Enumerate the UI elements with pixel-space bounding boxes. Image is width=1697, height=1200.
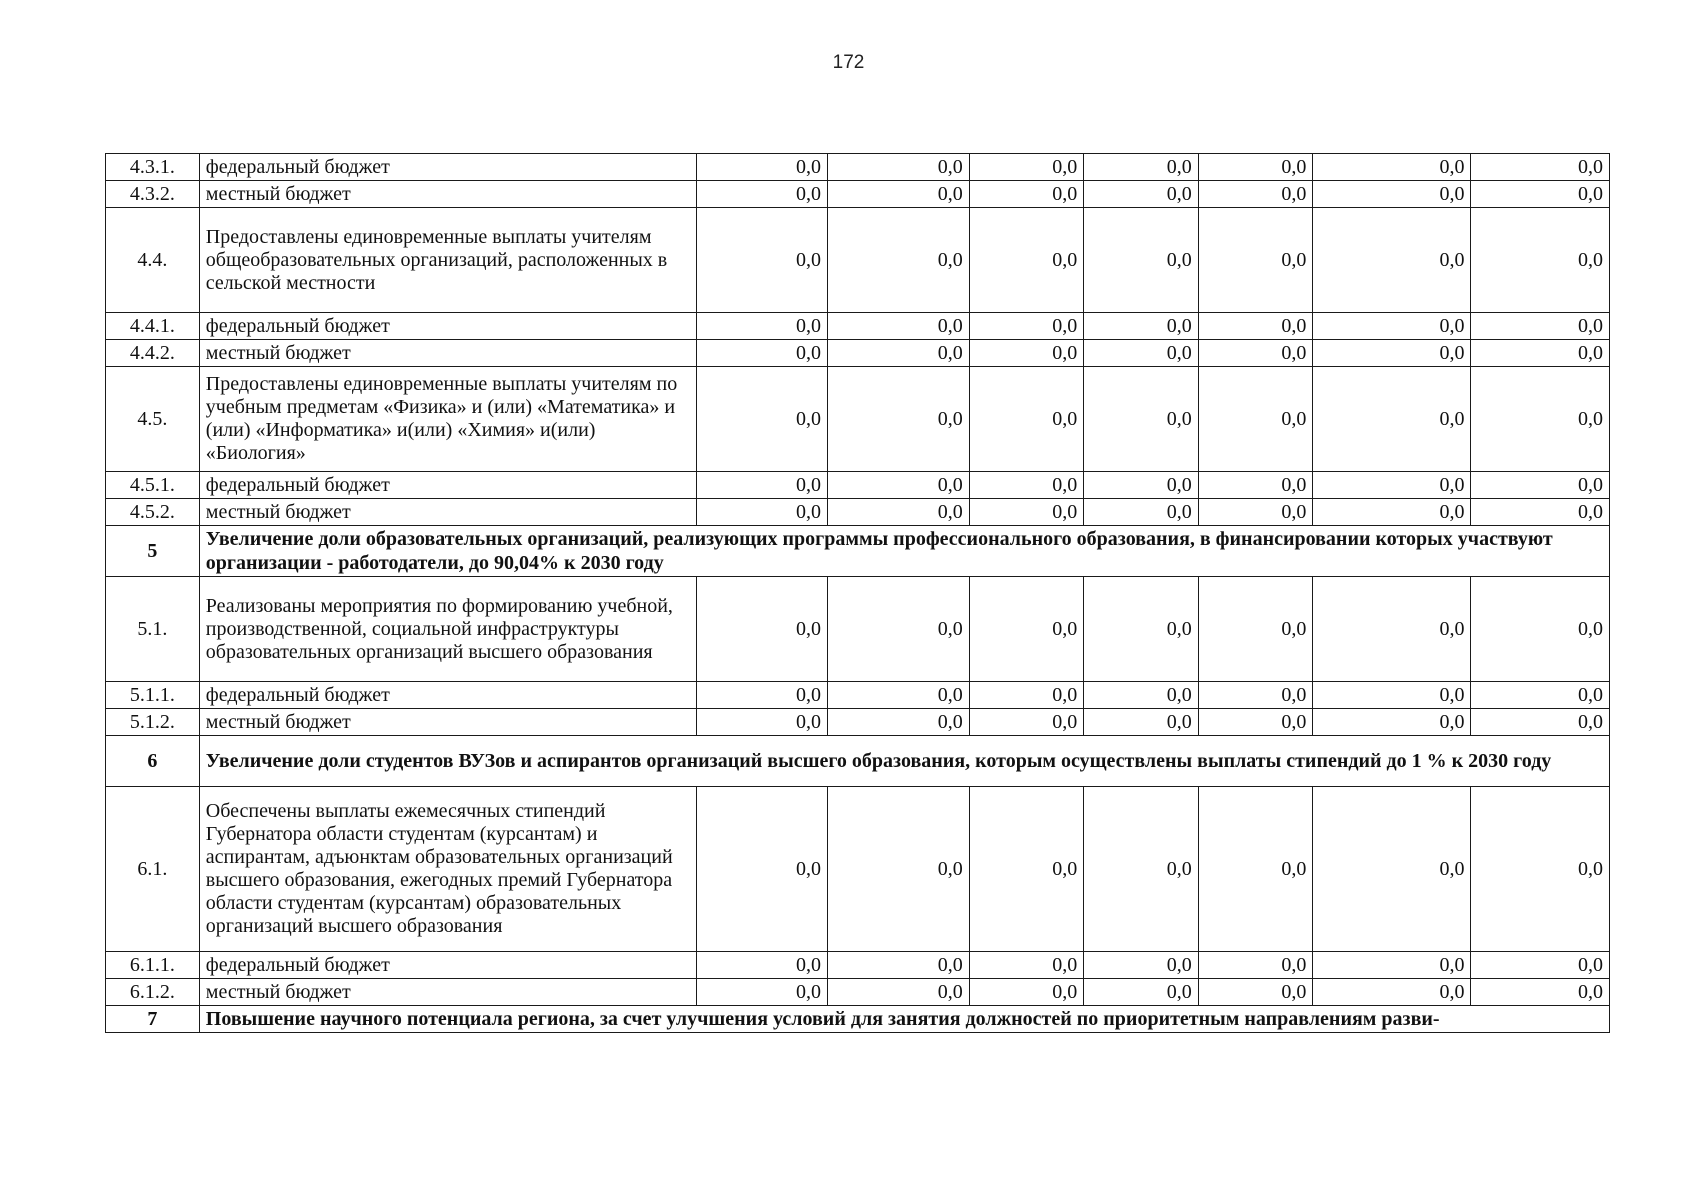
value-cell: 0,0 bbox=[1471, 154, 1610, 181]
row-description: Реализованы мероприятия по формированию учебной, производственной, социальной инфраструктуры образовательных организаций высшего образования bbox=[199, 577, 696, 682]
value-cell: 0,0 bbox=[1313, 952, 1471, 979]
value-cell: 0,0 bbox=[697, 709, 828, 736]
row-number: 4.5.2. bbox=[106, 499, 200, 526]
value-cell: 0,0 bbox=[1471, 367, 1610, 472]
value-cell: 0,0 bbox=[1313, 313, 1471, 340]
value-cell: 0,0 bbox=[1313, 709, 1471, 736]
section-title: Увеличение доли образовательных организаций, реализующих программы профессионального образования, в финансировании которых участвуют организации - работодатели, до 90,04% к 2030 году bbox=[199, 526, 1609, 577]
row-number: 4.3.1. bbox=[106, 154, 200, 181]
value-cell: 0,0 bbox=[827, 181, 969, 208]
financing-table bbox=[105, 153, 1610, 1033]
row-number: 7 bbox=[106, 1006, 200, 1033]
row-description: Предоставлены единовременные выплаты учителям по учебным предметам «Физика» и (или) «Математика» и (или) «Информатика» и(или) «Химия» и(или) «Биология» bbox=[199, 367, 696, 472]
section-title: Повышение научного потенциала региона, за счет улучшения условий для занятия должностей по приоритетным направлениям разви- bbox=[199, 1006, 1609, 1033]
row-description: Обеспечены выплаты ежемесячных стипендий Губернатора области студентам (курсантам) и аспирантам, адъюнктам образовательных организаций высшего образования, ежегодных премий Губернатора области студентам (курсантам) образовательных организаций высшего образования bbox=[199, 787, 696, 952]
row-number: 6 bbox=[106, 736, 200, 787]
value-cell: 0,0 bbox=[1198, 313, 1313, 340]
value-cell: 0,0 bbox=[1084, 952, 1199, 979]
financing-table-wrapper bbox=[105, 153, 1610, 1033]
value-cell: 0,0 bbox=[1313, 787, 1471, 952]
row-description: федеральный бюджет bbox=[199, 472, 696, 499]
row-description: федеральный бюджет bbox=[199, 313, 696, 340]
value-cell: 0,0 bbox=[697, 340, 828, 367]
table-body bbox=[106, 154, 1610, 1033]
value-cell: 0,0 bbox=[1471, 952, 1610, 979]
section-row bbox=[106, 1006, 1610, 1033]
value-cell: 0,0 bbox=[697, 499, 828, 526]
table-row bbox=[106, 313, 1610, 340]
value-cell: 0,0 bbox=[1471, 577, 1610, 682]
value-cell: 0,0 bbox=[1313, 979, 1471, 1006]
table-row bbox=[106, 787, 1610, 952]
value-cell: 0,0 bbox=[1198, 208, 1313, 313]
value-cell: 0,0 bbox=[697, 154, 828, 181]
value-cell: 0,0 bbox=[697, 682, 828, 709]
value-cell: 0,0 bbox=[1313, 340, 1471, 367]
value-cell: 0,0 bbox=[1198, 682, 1313, 709]
value-cell: 0,0 bbox=[1313, 208, 1471, 313]
table-row bbox=[106, 367, 1610, 472]
value-cell: 0,0 bbox=[1084, 577, 1199, 682]
value-cell: 0,0 bbox=[1084, 340, 1199, 367]
value-cell: 0,0 bbox=[969, 682, 1084, 709]
value-cell: 0,0 bbox=[969, 952, 1084, 979]
value-cell: 0,0 bbox=[969, 340, 1084, 367]
value-cell: 0,0 bbox=[827, 208, 969, 313]
value-cell: 0,0 bbox=[1198, 952, 1313, 979]
value-cell: 0,0 bbox=[1471, 340, 1610, 367]
table-row bbox=[106, 709, 1610, 736]
value-cell: 0,0 bbox=[1084, 787, 1199, 952]
table-row bbox=[106, 340, 1610, 367]
value-cell: 0,0 bbox=[1198, 499, 1313, 526]
value-cell: 0,0 bbox=[1313, 154, 1471, 181]
table-row bbox=[106, 952, 1610, 979]
row-number: 6.1.1. bbox=[106, 952, 200, 979]
value-cell: 0,0 bbox=[827, 682, 969, 709]
value-cell: 0,0 bbox=[1084, 313, 1199, 340]
value-cell: 0,0 bbox=[969, 154, 1084, 181]
row-description: местный бюджет bbox=[199, 340, 696, 367]
value-cell: 0,0 bbox=[827, 709, 969, 736]
value-cell: 0,0 bbox=[969, 577, 1084, 682]
value-cell: 0,0 bbox=[827, 367, 969, 472]
row-number: 5.1.2. bbox=[106, 709, 200, 736]
value-cell: 0,0 bbox=[1471, 787, 1610, 952]
value-cell: 0,0 bbox=[1198, 340, 1313, 367]
value-cell: 0,0 bbox=[1313, 367, 1471, 472]
value-cell: 0,0 bbox=[697, 979, 828, 1006]
value-cell: 0,0 bbox=[969, 709, 1084, 736]
table-row bbox=[106, 979, 1610, 1006]
row-number: 4.5. bbox=[106, 367, 200, 472]
value-cell: 0,0 bbox=[827, 313, 969, 340]
row-number: 4.4. bbox=[106, 208, 200, 313]
row-number: 5.1.1. bbox=[106, 682, 200, 709]
value-cell: 0,0 bbox=[969, 208, 1084, 313]
value-cell: 0,0 bbox=[969, 367, 1084, 472]
value-cell: 0,0 bbox=[1198, 367, 1313, 472]
value-cell: 0,0 bbox=[827, 577, 969, 682]
value-cell: 0,0 bbox=[1313, 181, 1471, 208]
value-cell: 0,0 bbox=[1471, 181, 1610, 208]
row-description: федеральный бюджет bbox=[199, 952, 696, 979]
table-row bbox=[106, 154, 1610, 181]
value-cell: 0,0 bbox=[1198, 979, 1313, 1006]
value-cell: 0,0 bbox=[1084, 979, 1199, 1006]
value-cell: 0,0 bbox=[1084, 499, 1199, 526]
table-row bbox=[106, 577, 1610, 682]
value-cell: 0,0 bbox=[969, 472, 1084, 499]
value-cell: 0,0 bbox=[1313, 577, 1471, 682]
value-cell: 0,0 bbox=[1471, 979, 1610, 1006]
section-title: Увеличение доли студентов ВУЗов и аспирантов организаций высшего образования, которым осуществлены выплаты стипендий до 1 % к 2030 году bbox=[199, 736, 1609, 787]
value-cell: 0,0 bbox=[827, 952, 969, 979]
value-cell: 0,0 bbox=[969, 979, 1084, 1006]
table-row bbox=[106, 208, 1610, 313]
value-cell: 0,0 bbox=[697, 181, 828, 208]
value-cell: 0,0 bbox=[969, 313, 1084, 340]
row-number: 4.3.2. bbox=[106, 181, 200, 208]
row-description: федеральный бюджет bbox=[199, 154, 696, 181]
value-cell: 0,0 bbox=[1084, 367, 1199, 472]
value-cell: 0,0 bbox=[1471, 472, 1610, 499]
value-cell: 0,0 bbox=[1198, 472, 1313, 499]
value-cell: 0,0 bbox=[697, 367, 828, 472]
value-cell: 0,0 bbox=[827, 979, 969, 1006]
row-description: местный бюджет bbox=[199, 979, 696, 1006]
value-cell: 0,0 bbox=[697, 313, 828, 340]
value-cell: 0,0 bbox=[1198, 709, 1313, 736]
row-number: 5.1. bbox=[106, 577, 200, 682]
value-cell: 0,0 bbox=[697, 787, 828, 952]
value-cell: 0,0 bbox=[827, 472, 969, 499]
row-number: 4.4.2. bbox=[106, 340, 200, 367]
value-cell: 0,0 bbox=[969, 787, 1084, 952]
value-cell: 0,0 bbox=[969, 499, 1084, 526]
row-description: местный бюджет bbox=[199, 499, 696, 526]
value-cell: 0,0 bbox=[697, 208, 828, 313]
value-cell: 0,0 bbox=[697, 472, 828, 499]
section-row bbox=[106, 526, 1610, 577]
value-cell: 0,0 bbox=[1313, 499, 1471, 526]
section-row bbox=[106, 736, 1610, 787]
table-row bbox=[106, 181, 1610, 208]
row-description: федеральный бюджет bbox=[199, 682, 696, 709]
value-cell: 0,0 bbox=[1084, 472, 1199, 499]
value-cell: 0,0 bbox=[1471, 682, 1610, 709]
value-cell: 0,0 bbox=[1471, 208, 1610, 313]
value-cell: 0,0 bbox=[1198, 577, 1313, 682]
value-cell: 0,0 bbox=[1084, 682, 1199, 709]
table-row bbox=[106, 499, 1610, 526]
value-cell: 0,0 bbox=[1471, 499, 1610, 526]
value-cell: 0,0 bbox=[1198, 787, 1313, 952]
page-number: 172 bbox=[832, 52, 865, 73]
value-cell: 0,0 bbox=[827, 340, 969, 367]
table-row bbox=[106, 682, 1610, 709]
value-cell: 0,0 bbox=[1084, 709, 1199, 736]
value-cell: 0,0 bbox=[969, 181, 1084, 208]
row-description: местный бюджет bbox=[199, 181, 696, 208]
value-cell: 0,0 bbox=[827, 499, 969, 526]
value-cell: 0,0 bbox=[697, 577, 828, 682]
value-cell: 0,0 bbox=[697, 952, 828, 979]
value-cell: 0,0 bbox=[1471, 709, 1610, 736]
row-description: местный бюджет bbox=[199, 709, 696, 736]
value-cell: 0,0 bbox=[827, 787, 969, 952]
value-cell: 0,0 bbox=[1471, 313, 1610, 340]
value-cell: 0,0 bbox=[1198, 181, 1313, 208]
value-cell: 0,0 bbox=[1084, 154, 1199, 181]
row-description: Предоставлены единовременные выплаты учителям общеобразовательных организаций, расположенных в сельской местности bbox=[199, 208, 696, 313]
row-number: 6.1.2. bbox=[106, 979, 200, 1006]
row-number: 5 bbox=[106, 526, 200, 577]
value-cell: 0,0 bbox=[1313, 472, 1471, 499]
value-cell: 0,0 bbox=[1313, 682, 1471, 709]
value-cell: 0,0 bbox=[1084, 208, 1199, 313]
value-cell: 0,0 bbox=[1084, 181, 1199, 208]
value-cell: 0,0 bbox=[1198, 154, 1313, 181]
value-cell: 0,0 bbox=[827, 154, 969, 181]
table-row bbox=[106, 472, 1610, 499]
row-number: 6.1. bbox=[106, 787, 200, 952]
row-number: 4.5.1. bbox=[106, 472, 200, 499]
row-number: 4.4.1. bbox=[106, 313, 200, 340]
